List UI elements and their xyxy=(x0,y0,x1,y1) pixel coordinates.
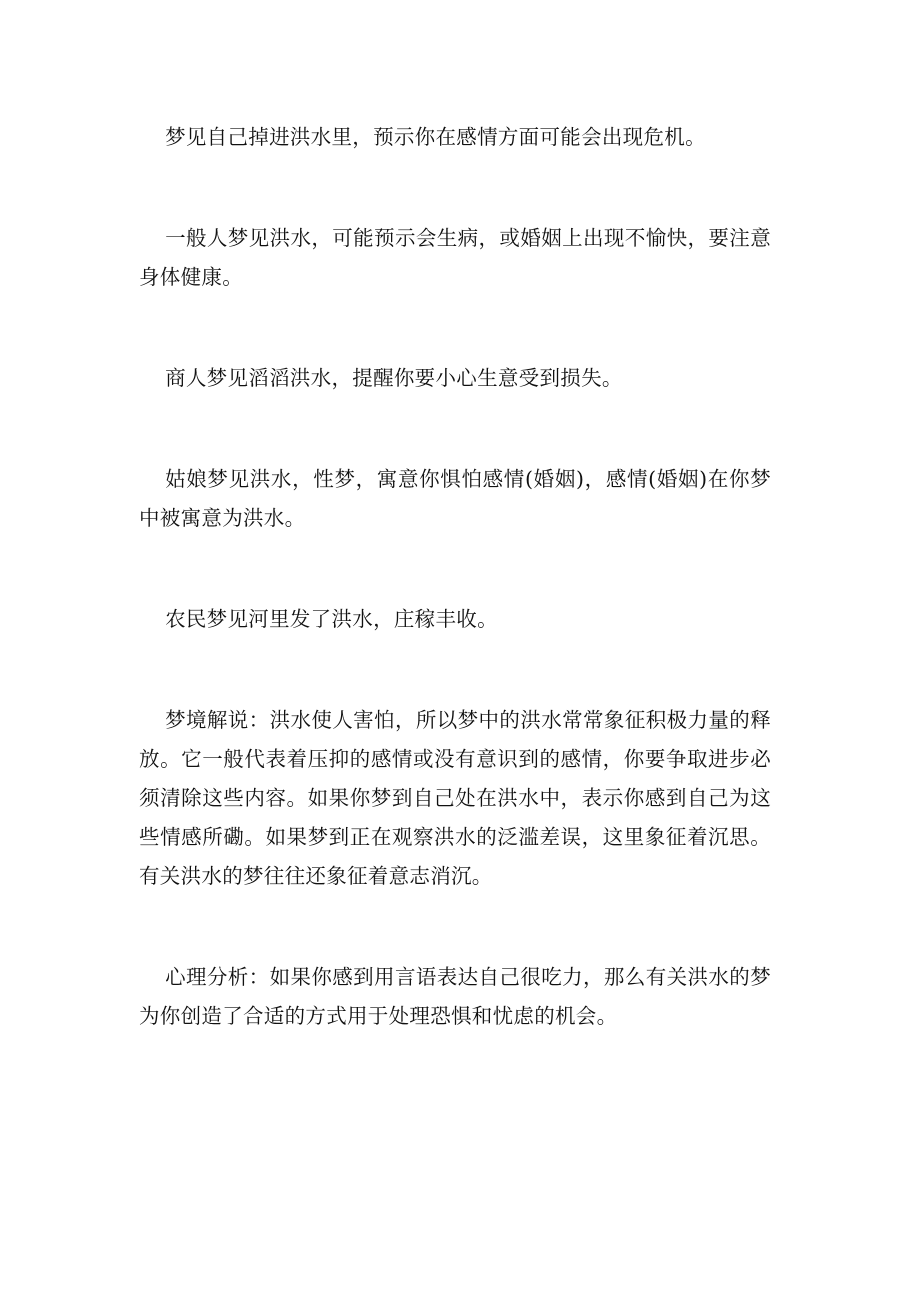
paragraph-dream-interpretation: 梦境解说：洪水使人害怕，所以梦中的洪水常常象征积极力量的释放。它一般代表着压抑的感情或没有意识到的感情，你要争取进步必须清除这些内容。如果你梦到自己处在洪水中，表示你感到自己为这些情感所磡。如果梦到正在观察洪水的泛滥差误，这里象征着沉思。有关洪水的梦往往还象征着意志消沉。 xyxy=(139,708,771,888)
paragraph-farmer: 农民梦见河里发了洪水，庄稼丰收。 xyxy=(165,607,498,631)
paragraph-falling-into-flood: 梦见自己掉进洪水里，预示你在感情方面可能会出现危机。 xyxy=(165,125,706,149)
paragraph-psychological-analysis: 心理分析：如果你感到用言语表达自己很吃力，那么有关洪水的梦为你创造了合适的方式用于处理恐惧和忧虑的机会。 xyxy=(139,965,771,1028)
paragraph-young-woman: 姑娘梦见洪水，性梦，寓意你惧怕感情(婚姻)，感情(婚姻)在你梦中被寓意为洪水。 xyxy=(139,467,771,530)
paragraph-ordinary-people: 一般人梦见洪水，可能预示会生病，或婚姻上出现不愉快，要注意身体健康。 xyxy=(139,226,771,289)
paragraph-merchant: 商人梦见滔滔洪水，提醒你要小心生意受到损失。 xyxy=(165,366,623,390)
document-body xyxy=(139,118,771,1036)
